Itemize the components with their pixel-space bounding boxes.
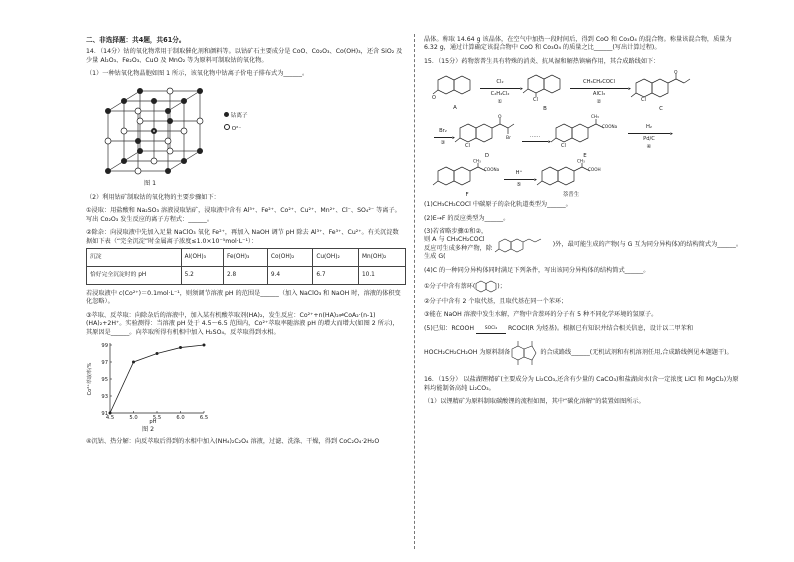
q15-intro: 15．（15分）药物萘普生具有特殊的消炎、抗风湿和解热镇痛作用，其合成路线如下： — [424, 57, 660, 65]
step-4: ④沉钴、热分解：向反萃取后得到的水相中加入(NH₄)₂C₂O₄ 溶液，过滤、洗涤、干燥，得到 CoC₂O₄·2H₂O — [86, 437, 380, 445]
extraction-rate-line — [110, 345, 204, 413]
reaction-arrow: ▸ — [628, 133, 670, 134]
q15-part1: (1)CH₃CH₂COCl 中碳原子的杂化轨道类型为______。 — [424, 201, 572, 209]
table-cell: 5.2 — [181, 267, 223, 285]
reagent-h2: H₂ — [646, 124, 652, 131]
x-axis-label: pH — [149, 419, 157, 426]
step-1: ①浸取：用盐酸和 Na₂SO₃ 溶液浸取钴矿，浸取液中含有 Al³⁺、Fe²⁺、Co²⁺、Cu²⁺、Mn²⁺、Cl⁻、SO₄²⁻ 等离子。写出 Co₂O₃ 发生反应的离子方程式：______。 — [86, 207, 401, 223]
right-column — [424, 36, 742, 412]
methyl-label: CH₃ — [591, 114, 599, 120]
legend-oxygen-label: O²⁻ — [231, 126, 242, 133]
q16-part1: （1）以锂精矿为原料制取碳酸锂的流程如图，其中“碳化溶解”的装置如图所示。 — [424, 398, 645, 406]
reaction-arrow: ▸ — [480, 88, 520, 89]
scheme-row-3 — [432, 158, 742, 198]
compound-e — [550, 114, 620, 160]
x-tick-label: 4.5 — [105, 415, 115, 422]
reagent-br2: Br₂ — [439, 128, 447, 135]
compound-g-structure — [493, 236, 553, 254]
naphthalene-structure-a — [432, 72, 478, 100]
data-point — [203, 344, 206, 347]
naphthalene-structure-e — [550, 114, 620, 148]
q15-part4-condition2: ②分子中含有 2 个取代基，且取代基在同一个苯环； — [424, 298, 568, 306]
y-tick-label: 99 — [101, 342, 108, 349]
table-header-cell: Cu(OH)₂ — [313, 249, 359, 267]
arrow-step-1 — [478, 78, 522, 106]
label-c: C — [659, 105, 663, 112]
chloro-label: Cl — [641, 97, 646, 104]
compound-naproxen — [536, 159, 606, 199]
compound-f — [432, 159, 502, 199]
q15-part3 — [424, 228, 742, 262]
figure-2-caption: 图 2 — [142, 425, 155, 433]
data-point — [109, 412, 112, 415]
naphthalene-structure-f — [432, 159, 502, 187]
reaction-arrow: ▸ — [504, 179, 534, 180]
y-tick-label: 93 — [101, 393, 108, 400]
catalyst-alcl3: AlCl₃ — [592, 90, 606, 97]
x-tick-label: 6.5 — [199, 415, 209, 422]
naphthalene-structure-c — [630, 70, 692, 104]
chloro-label: Cl — [561, 143, 566, 150]
ellipsis-steps: …… — [529, 132, 541, 139]
table-cell: 2.8 — [224, 267, 268, 285]
table-header-cell: Al(OH)₃ — [181, 249, 223, 267]
carboxylate-label: COONa — [602, 124, 618, 130]
q14-part1: （1）一种钴氧化物晶胞如图 1 所示，该氧化物中钴离子价电子排布式为______。 — [86, 70, 309, 78]
socl2-arrow — [476, 325, 506, 334]
q14-continued: 晶体。称取 14.64 g 该晶体，在空气中加热一段时间后，得到 CoO 和 Co₃O₄ 的混合物。称量该混合物，质量为 6.32 g，通过计算确定该混合物中 CoO 和 Co₃O₄ 的质量之比______(写出计算过程)。 — [424, 36, 732, 52]
compound-b — [522, 71, 568, 113]
q15-part5-text-a: (5)已知：RCOOH — [424, 325, 475, 333]
step-number-4: ④ — [646, 143, 652, 150]
condition-1-close: )； — [497, 282, 506, 290]
methoxy-label: O — [432, 95, 436, 102]
cobalt-ion-marker — [224, 112, 229, 117]
y-tick-label: 97 — [101, 359, 108, 366]
carboxyl-label: COOH — [588, 167, 601, 173]
synthesis-scheme — [432, 71, 742, 197]
figure-1-caption: 图 1 — [144, 179, 157, 187]
naphthalene-ring-icon — [475, 280, 497, 294]
data-point — [132, 361, 135, 364]
chloro-label: Cl — [465, 143, 470, 150]
methyl-label: CH₃ — [473, 158, 481, 164]
catalyst-pdc: Pd/C — [643, 135, 655, 142]
reagent-cl2: Cl₂ — [496, 79, 504, 86]
q15-part3-text-a: (3)若省略步骤①和②，则 A 与 CH₃CH₂COCl 反应可生成多种产物，除生成 G( — [424, 228, 493, 261]
oxygen-ion-marker — [224, 124, 230, 130]
methyl-label: CH₃ — [577, 158, 585, 164]
left-column — [86, 36, 404, 451]
step-3: ③萃取、反萃取：向除杂后的溶液中，加入某有机酸萃取剂(HA)₂，发生反应：Co²⁺+n(HA)₂⇌CoA₂·(n-1)(HA)₂+2H⁺。实验测得：当溶液 pH 处于 4.5～6.5 范围内，Co²⁺萃取率随溶液 pH 的增大而增大(如图 2 所示)，其原因是______。向萃取所得有机相中加入 H₂SO₄，反萃取得到水相。 — [86, 311, 399, 336]
table-cell: 10.1 — [358, 267, 405, 285]
carbonyl-o-label: O — [674, 70, 678, 76]
x-tick-label: 6.0 — [176, 415, 185, 422]
reagent-h-plus: H⁺ — [515, 170, 523, 177]
table-row-label: 恰好完全沉淀时的 pH — [87, 267, 182, 285]
legend-cobalt-label: 钴离子 — [230, 112, 248, 119]
figure-1-legend — [224, 112, 248, 134]
reaction-arrow: ▸ — [522, 141, 548, 142]
naphthalene-structure-b — [522, 71, 568, 104]
step-number-5: ⑤ — [516, 181, 522, 188]
compound-c — [630, 71, 692, 113]
label-b: B — [543, 105, 547, 112]
step-2-question: 若浸取液中 c(Co²⁺)＝0.1mol·L⁻¹，则须调节溶液 pH 的范围是______（加入 NaClO₃ 和 NaOH 时，溶液的体积变化忽略）。 — [86, 290, 401, 306]
figure-2-chart — [86, 339, 216, 425]
target-indanone-structure — [510, 336, 540, 370]
carboxylate-label: COONa — [484, 167, 500, 173]
y-tick-label: 91 — [101, 410, 108, 417]
step-number-2: ② — [596, 98, 602, 105]
table-cell: 9.4 — [267, 267, 312, 285]
arrow-step-2 — [568, 78, 630, 106]
q15-part5-text-b: RCOCl(R 为烃基)。根据已有知识并结合相关信息，设计以二甲苯和 — [508, 325, 694, 333]
scheme-row-2 — [432, 115, 742, 159]
q16-intro: 16．（15分） 以盐湖锂精矿(主要成分为 Li₂CO₃,还含有少量的 CaCO₃)和盐湖卤水(含一定浓度 LiCl 和 MgCl₂)为原料均能制备高纯 Li₂CO₃。 — [424, 376, 739, 392]
label-d: D — [484, 152, 490, 159]
table-row — [87, 249, 406, 267]
arrow-unknown-steps — [520, 132, 550, 143]
table-header-cell: Co(OH)₂ — [267, 249, 312, 267]
label-a: A — [453, 104, 457, 111]
table-header-cell: Mn(OH)₂ — [358, 249, 405, 267]
solvent-c2h4cl2: C₂H₄Cl₂ — [490, 90, 510, 97]
figure-1 — [100, 84, 404, 180]
naphthalene-structure-d — [454, 114, 520, 148]
scheme-row-1 — [432, 71, 742, 113]
table-cell: 6.7 — [313, 267, 359, 285]
q15-part3-text-b: )外，最可能生成的产物(与 G 互为同分异构体)的结构简式为______。 — [552, 240, 742, 248]
condition-1-text: ①分子中含有萘环( — [424, 282, 476, 290]
bromo-label: Br — [506, 136, 511, 142]
reaction-arrow: ▸ — [434, 137, 452, 138]
table-header-cell: Fe(OH)₃ — [224, 249, 268, 267]
table-header-cell: 沉淀 — [87, 249, 182, 267]
crystal-cell-diagram — [100, 85, 220, 179]
y-axis-label: Co²⁺萃取率/% — [87, 362, 93, 396]
label-naproxen: 萘普生 — [562, 191, 580, 198]
table-row — [87, 267, 406, 285]
data-point — [156, 352, 159, 355]
label-f: F — [465, 191, 469, 198]
precipitation-table — [86, 248, 406, 285]
chloro-label: Cl — [533, 97, 538, 104]
carbonyl-o-label: O — [498, 115, 502, 121]
section-title: 二、非选择题：共4题，共61分。 — [86, 36, 186, 44]
data-point — [179, 346, 182, 349]
arrow-step-3 — [432, 127, 454, 147]
compound-a — [432, 72, 478, 112]
q15-part4: (4)C 的一种同分异构体同时满足下列条件，写出该同分异构体的结构简式______。 — [424, 266, 650, 274]
column-divider — [414, 34, 415, 549]
q14-part2: （2）利用钴矿制取钴的氧化物的主要步骤如下： — [86, 194, 220, 202]
q15-part4-condition3: ③能在 NaOH 溶液中发生水解，产物中含萘环的分子有 5 种不同化学环境的氢原子。 — [424, 311, 658, 319]
arrow-step-4 — [626, 123, 672, 151]
x-tick-label: 5.0 — [129, 415, 138, 422]
q15-part2: (2)E→F 的反应类型为______。 — [424, 214, 510, 222]
q15-part5-text-c: HOCH₂CH₂CH₂OH 为原料制备 — [424, 349, 511, 357]
y-tick-label: 95 — [101, 376, 108, 383]
q15-part4-condition1 — [424, 280, 742, 294]
q15-part5-text-d: 的合成路线______(无机试剂和有机溶剂任用,合成路线例见本题题干)。 — [540, 349, 733, 357]
q15-part5-line2 — [424, 336, 742, 370]
naproxen-structure — [536, 159, 606, 187]
label-e: E — [583, 152, 587, 159]
step-2: ②除杂：向浸取液中先加入足量 NaClO₃ 氧化 Fe²⁺，再加入 NaOH 调节 pH 除去 Al³⁺、Fe³⁺、Cu²⁺。有关沉淀数据如下表（“完全沉淀”时金属离子浓度≤1.0×10⁻⁵mol·L⁻¹）： — [86, 229, 399, 245]
socl2-label: SOCl₂ — [484, 325, 498, 331]
q15-part5-line1 — [424, 325, 742, 334]
x-tick-label: 5.5 — [152, 415, 162, 422]
q14-intro: 14．（14分）钴的氧化物常用于制取催化剂和颜料等。以钴矿石主要成分是 CoO、Co₂O₃、Co(OH)₃，还含 SiO₂ 及少量 Al₂O₃、Fe₂O₃、CuO 及 MnO₂ 等为原料可制取钴的氧化物。 — [86, 48, 403, 64]
step-number-3: ③ — [440, 139, 446, 146]
step-number-1: ① — [497, 98, 503, 105]
reaction-arrow: ▸ — [570, 88, 628, 89]
arrow-step-5 — [502, 169, 536, 189]
reagent-propionyl-chloride: CH₃CH₂COCl — [583, 79, 615, 86]
compound-d — [454, 114, 520, 160]
